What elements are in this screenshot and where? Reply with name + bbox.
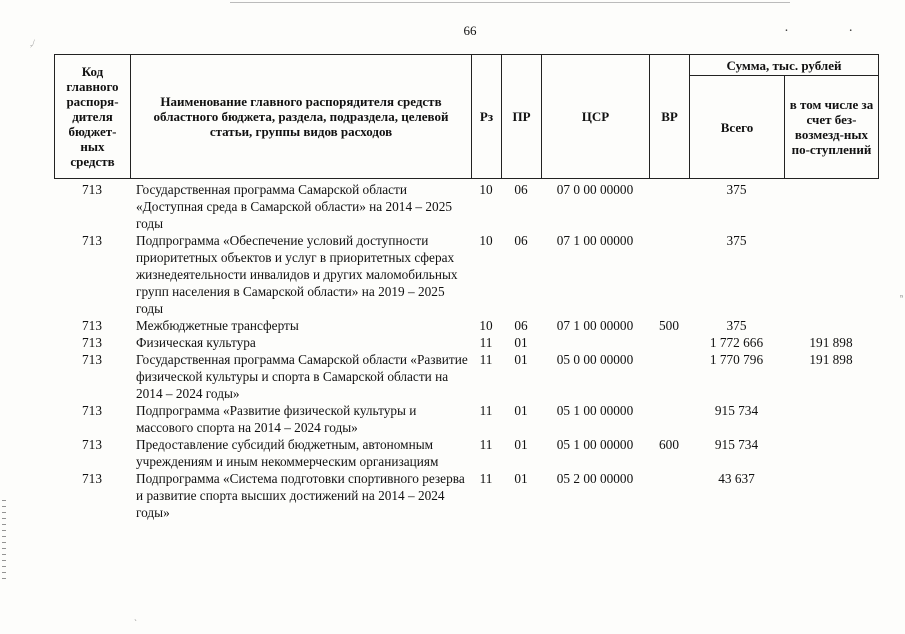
cell-bezvozm: 191 898 (809, 335, 853, 350)
cell-vr (649, 181, 689, 232)
cell-kod: 713 (82, 403, 102, 418)
table-row (54, 436, 884, 470)
cell-name: Физическая культура (136, 335, 256, 350)
cell-rz: 11 (479, 403, 493, 418)
header-vsego: Всего (690, 76, 785, 179)
scan-mark: ` (134, 618, 137, 628)
cell-rz: 11 (479, 352, 493, 367)
table-row (54, 317, 884, 334)
cell-vsego: 1 770 796 (709, 352, 764, 367)
cell-kod: 713 (82, 318, 102, 333)
cell-name: Подпрограмма «Обеспечение условий доступности приоритетных объектов и услуг в приоритетных сферах жизнедеятельности инвалидов и других маломобильных групп населения в Самарской области» на 2019 – 2025 годы (136, 233, 458, 316)
header-bezvozm: в том числе за счет без-возмезд-ных по-ступлений (785, 76, 879, 179)
cell-vr (649, 334, 689, 351)
cell-csr (541, 334, 649, 351)
cell-csr: 07 1 00 00000 (556, 233, 634, 248)
cell-kod: 713 (82, 233, 102, 248)
cell-kod: 713 (82, 182, 102, 197)
page-number: 66 (463, 23, 477, 38)
cell-vr (649, 402, 689, 436)
table-row (54, 402, 884, 436)
cell-name: Межбюджетные трансферты (136, 318, 299, 333)
cell-bezvozm (784, 232, 878, 317)
cell-name: Государственная программа Самарской области «Развитие физической культуры и спорта в Самарской области на 2014 – 2024 годы» (136, 352, 468, 401)
cell-name: Подпрограмма «Развитие физической культуры и массового спорта на 2014 – 2024 годы» (136, 403, 417, 435)
table-row (54, 470, 884, 521)
cell-csr: 07 0 00 00000 (556, 182, 634, 197)
header-csr: ЦСР (542, 55, 650, 179)
header-rz: Рз (472, 55, 502, 179)
cell-name: Предоставление субсидий бюджетным, автономным учреждениям и иным некоммерческим организациям (136, 437, 439, 469)
cell-rz: 11 (479, 437, 493, 452)
cell-kod: 713 (82, 335, 102, 350)
cell-bezvozm (784, 436, 878, 470)
cell-rz: 10 (479, 318, 493, 333)
table-row (54, 351, 884, 402)
cell-bezvozm (784, 181, 878, 232)
cell-pr: 01 (514, 471, 528, 486)
table-row (54, 334, 884, 351)
cell-vsego: 915 734 (714, 437, 759, 452)
cell-kod: 713 (82, 437, 102, 452)
cell-csr: 07 1 00 00000 (556, 318, 634, 333)
scan-dots: · · (784, 24, 881, 39)
scan-mark: ,/ (30, 38, 35, 48)
cell-vr: 600 (659, 437, 679, 452)
cell-rz: 10 (479, 233, 493, 248)
cell-bezvozm (784, 402, 878, 436)
cell-vsego: 915 734 (714, 403, 759, 418)
cell-pr: 06 (514, 233, 528, 248)
cell-pr: 01 (514, 403, 528, 418)
table-row (54, 232, 884, 317)
header-kod: Код главного распоря-дителя бюджет-ных средств (55, 55, 131, 179)
cell-vsego: 375 (726, 318, 747, 333)
cell-vsego: 375 (726, 182, 747, 197)
cell-pr: 01 (514, 437, 528, 452)
cell-bezvozm (784, 317, 878, 334)
header-summa: Сумма, тыс. рублей (690, 55, 879, 76)
scan-top-edge (230, 2, 790, 3)
cell-vr (649, 351, 689, 402)
cell-pr: 06 (514, 318, 528, 333)
cell-name: Государственная программа Самарской области «Доступная среда в Самарской области» на 2014 – 2025 годы (136, 182, 452, 231)
cell-pr: 01 (514, 352, 528, 367)
cell-vr (649, 470, 689, 521)
cell-vsego: 1 772 666 (709, 335, 764, 350)
cell-kod: 713 (82, 352, 102, 367)
header-vr: ВР (650, 55, 690, 179)
header-name: Наименование главного распорядителя средств областного бюджета, раздела, подраздела, целевой статьи, группы видов расходов (131, 55, 472, 179)
cell-pr: 06 (514, 182, 528, 197)
scan-edge-marks (2, 500, 6, 580)
cell-vsego: 375 (726, 233, 747, 248)
cell-rz: 11 (479, 335, 493, 350)
cell-csr: 05 1 00 00000 (556, 403, 634, 418)
table-body (54, 181, 884, 521)
scan-mark: ⁿ (900, 292, 903, 302)
header-pr: ПР (502, 55, 542, 179)
cell-kod: 713 (82, 471, 102, 486)
cell-vr: 500 (659, 318, 679, 333)
cell-name: Подпрограмма «Система подготовки спортивного резерва и развитие спорта высших достижений на 2014 – 2024 годы» (136, 471, 465, 520)
cell-rz: 10 (479, 182, 493, 197)
cell-rz: 11 (479, 471, 493, 486)
cell-vsego: 43 637 (718, 471, 755, 486)
table-row (54, 181, 884, 232)
cell-csr: 05 2 00 00000 (556, 471, 634, 486)
cell-pr: 01 (514, 335, 528, 350)
cell-vr (649, 232, 689, 317)
cell-csr: 05 0 00 00000 (556, 352, 634, 367)
cell-csr: 05 1 00 00000 (556, 437, 634, 452)
cell-bezvozm (784, 470, 878, 521)
table-header (54, 54, 879, 179)
cell-bezvozm: 191 898 (809, 352, 853, 367)
